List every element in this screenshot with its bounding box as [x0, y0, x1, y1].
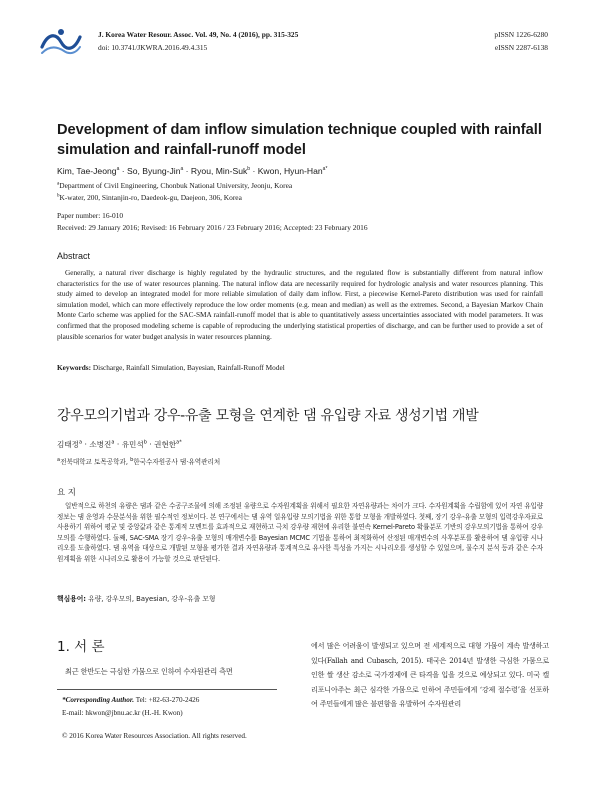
keywords-english: Keywords: Discharge, Rainfall Simulation, Bayesian, Rainfall-Runoff Model	[57, 363, 285, 372]
summary-heading: 요 지	[57, 487, 76, 497]
author: 유민석$^b$ ·	[121, 439, 155, 449]
pissn: pISSN 1226-6280	[494, 30, 548, 39]
footnote-divider	[57, 689, 277, 690]
author-list-english	[57, 166, 327, 176]
doi[interactable]: doi: 10.3741/JKWRA.2016.49.4.315	[98, 43, 208, 52]
journal-logo	[40, 27, 82, 57]
paper-title-english: Development of dam inflow simulation technique coupled with rainfall simulation and rainfall-runoff model	[57, 122, 542, 158]
abstract-text: Generally, a natural river discharge is highly regulated by the hydraulic structures, and the regulated flow is substantially different from natural inflow characteristics for the use of water resources planning. The natural inflow data are necessarily required for hydrologic analysis and water resources planning. This study aimed to develop an integrated model for more reliable simulation of daily dam inflow. First, a piecewise Kernel-Pareto distribution was used for rainfall simulation model, which can more effectively reproduce the low order moments (e.g. mean and median) as well as the extremes. Second, a Bayesian Markov Chain Monte Carlo scheme was applied for the SAC-SMA rainfall-runoff model that is able to quantitatively assess uncertainties associated with model parameters. It was confirmed that the proposed modeling scheme is capable of reproducing the underlying statistical properties of discharge, and can be further used to provide a set of plausible scenarios for water budget analysis in water resources planning.	[57, 268, 543, 341]
keywords-korean: 핵심용어: 유량, 강우모의, Bayesian, 강우-유출 모형	[57, 595, 216, 603]
affiliation-a: $^a$Department of Civil Engineering, Chonbuk National University, Jeonju, Korea	[57, 181, 293, 190]
issn-block	[494, 28, 548, 54]
summary-text: 일반적으로 하천의 유량은 댐과 같은 수공구조물에 의해 조정된 유량으로 수자원계획을 위해서 필요한 자연유량과는 차이가 크다. 수자원계획을 수립함에 있어 자연 유입량 정보는 댐 운영과 수문분석을 위한 필수적인 정보이다. 본 연구에서는 댐 유역 일유입량 모의기법을 위한 통합 모형을 개발하였다. 첫째, 장기 강우-유출 모형의 입력강우자료로 사용하기 위하여 평균 및 중앙값과 같은 통계적 모멘트를 효과적으로 재현하고 극치 강우량 재현에 유리한 불연속 Kernel-Pareto 확률분포 기반의 강우모의기법을 통하여 강우모의를 수행하였다. 둘째, SAC-SMA 장기 강우-유출 모형의 매개변수를 Bayesian MCMC 기법을 통하여 최적화하여 산정된 매개변수의 사후분포를 활용하여 댐 유입량 시나리오를 도출하였다. 댐 유역을 대상으로 개발된 모형을 평가한 결과 자연유량과 통계적으로 유사한 특성을 가지는 시나리오를 생성할 수 있었으며, 물수지 분석 등과 같은 수자원계획을 위한 시나리오로 활용이 가능할 것으로 판단된다.	[57, 502, 543, 563]
journal-header	[98, 28, 298, 54]
section-title-introduction: 1. 서 론	[57, 639, 105, 655]
abstract-heading: Abstract	[57, 251, 91, 261]
author: So, Byung-Jin$^a$ ·	[126, 166, 191, 176]
received-dates: Received: 29 January 2016; Revised: 16 February 2016 / 23 February 2016; Accepted: 23 February 2016	[57, 223, 368, 232]
paper-number: Paper number: 16-010	[57, 211, 124, 220]
corresponding-email[interactable]: E-mail: hkwon@jbnu.ac.kr (H.-H. Kwon)	[62, 709, 183, 717]
paper-title-korean: 강우모의기법과 강우-유출 모형을 연계한 댐 유입량 자료 생성기법 개발	[57, 408, 479, 424]
affiliation-b: $^b$K-water, 200, Sintanjin-ro, Daedeok-gu, Daejeon, 306, Korea	[57, 193, 242, 202]
author: 권현한$^{a*}$	[154, 439, 182, 449]
logo-wave-icon	[42, 36, 80, 48]
author: 소병진$^a$ ·	[89, 439, 122, 449]
journal-citation: J. Korea Water Resour. Assoc. Vol. 49, No. 4 (2016), pp. 315-325	[98, 30, 299, 39]
intro-text-right: 에서 많은 어려움이 발생되고 있으며 전 세계적으로 대형 가뭄이 계속 발생하고 있다(Fallah and Cubasch, 2015). 태국은 2014년 발생한 극심한 가뭄으로 인한 쌀 생산 감소로 국가경제에 큰 타격을 입을 것으로 예상되고 있다. 미국 캘리포니아주는 최근 심각한 가뭄으로 인하여 주민들에게 ‘강제 절수령’을 선포하여 주민들에게 많은 불편함을 유발하여 수자원관리	[311, 641, 549, 709]
author: Ryou, Min-Suk$^b$ ·	[190, 166, 258, 176]
intro-text-left: 최근 한반도는 극심한 가뭄으로 인하여 수자원관리 측면	[65, 667, 233, 676]
author: Kwon, Hyun-Han$^{a*}$	[257, 166, 328, 176]
author: 김태정$^a$ ·	[57, 439, 90, 449]
corresponding-author: *Corresponding Author. Tel: +82-63-270-2426	[62, 696, 200, 704]
eissn: eISSN 2287-6138	[494, 43, 548, 52]
affiliation-korean: $^a$전북대학교 토목공학과, $^b$한국수자원공사 댐·유역관리처	[57, 456, 221, 466]
copyright-notice: © 2016 Korea Water Resources Association. All rights reserved.	[62, 732, 247, 740]
author-list-korean	[57, 439, 182, 450]
author: Kim, Tae-Jeong$^a$ ·	[57, 166, 127, 176]
